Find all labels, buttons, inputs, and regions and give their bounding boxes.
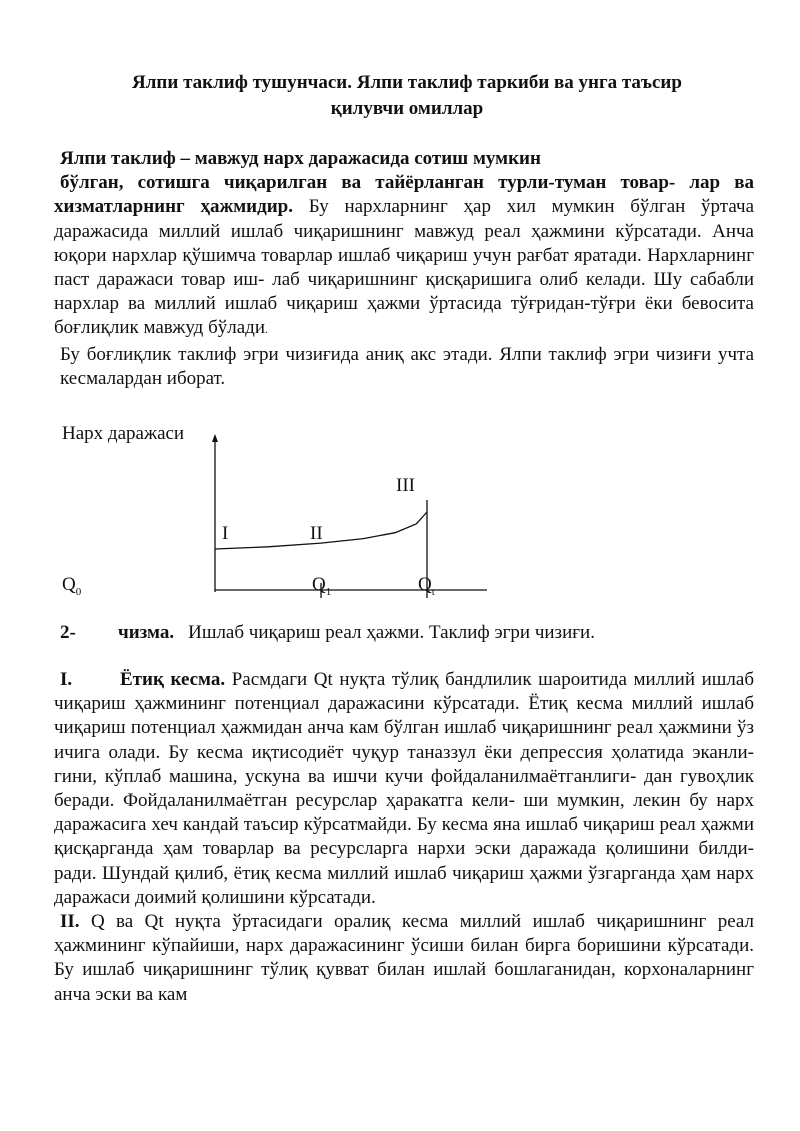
section-i-heading: Ётиқ кесма. [120, 669, 226, 690]
intro-section [54, 147, 754, 391]
y-axis-arrow [212, 434, 218, 442]
section-ii-text: Q ва Qt нуқта ўртасидаги оралиқ кесма миллий ишлаб чиқаришнинг реал ҳажмининг кўпайиши, нарх даражасининг ўсиши билан бирга боришини кўрсатади. Бу ишлаб чиқаришнинг тўлиқ қувват билан ишлай бошлаганидан, корхоналарнинг анча эски ва кам [54, 911, 754, 1005]
intro-paragraph-2: Бу боғлиқлик таклиф эгри чизиғида аниқ акс этади. Ялпи таклиф эгри чизиғи учта кесмалардан иборат. [60, 343, 754, 389]
section-i-paragraph [54, 668, 754, 910]
definition-term-cont: бўлган, сотишга чиқарилган ва тайёрланган турли-туман товар- лар ва хизматларнинг ҳажмидир. [54, 172, 754, 218]
page-title [60, 70, 754, 122]
supply-curve-chart [0, 420, 800, 610]
definition-text: Бу нархларнинг ҳар хил мумкин бўлган ўртача даражасида миллий ишлаб чиқаришнинг мавжуд реал ҳажмини кўрсатади. Анча юқори нархлар қўшимча товарлар ишлаб чиқариш учун рағбат яратади. Нархларнинг паст даражаси товар иш- лаб чиқаришнинг қисқаришига олиб келади. Шу сабабли нархлар ва миллий ишлаб чиқариш ҳажми ўртасида тўғридан-тўғри ёки бевосита боғлиқлик мавжуд бўлади [54, 196, 755, 339]
definition-paragraph [54, 147, 754, 343]
qt-label: $Q_t$ [418, 574, 435, 598]
section-i-text: Расмдаги Qt нуқта тўлиқ бандлилик шароитида миллий ишлаб чиқариш ҳажмининг потенциал даражасини кўрсатади. Ётиқ кесма миллий ишлаб чиқариш потенциал ҳажмидан анча кам бўлган ишлаб чиқаришнинг реал ҳажмини ўз ичига олади. Бу кесма иқтисодиёт чуқур таназзул ёки депрессия ҳолатида эканли- гини, кўплаб машина, ускуна ва ишчи кучи фойдаланилмаётганлиги- дан гувоҳлик беради. Фойдаланилмаётган ресурслар ҳаракатга кели- ши мумкин, лекин бу нарх даражасига хеч кандай таъсир кўрсатмайди. Бу кесма яна ишлаб чиқариш реал ҳажми қисқарганда ҳам товарлар ва ресурсларга нархи эски даражада қолишини билди- ради. Шундай қилиб, ётиқ кесма миллий ишлаб чиқариш ҳажми ўзгарганда ҳам нарх даражаси доимий қолишини кўрсатади. [54, 669, 754, 908]
sections-block [54, 668, 754, 1007]
q0-label: $Q_0$ [62, 574, 82, 598]
chart-ylabel: Нарх даражаси [62, 423, 185, 444]
title-line-2: қилувчи омиллар [330, 98, 484, 119]
caption-word: чизма. [118, 622, 175, 643]
segment-ii-label: II [310, 523, 323, 544]
title-line-1: Ялпи таклиф тушунчаси. Ялпи таклиф таркиби ва унга таъсир [132, 72, 682, 93]
caption-text: Ишлаб чиқариш реал ҳажми. Таклиф эгри чизиғи. [188, 622, 595, 643]
segment-iii-label: III [396, 475, 415, 496]
section-ii-number: II. [60, 911, 80, 933]
section-ii-paragraph [54, 910, 754, 1007]
caption-number: 2- [60, 622, 76, 643]
q1-label: $Q_1$ [312, 574, 332, 598]
section-i-number: I. [60, 669, 73, 690]
definition-term: Ялпи таклиф – мавжуд нарх даражасида сотиш мумкин [60, 148, 541, 169]
definition-end: . [265, 324, 268, 337]
segment-i-label: I [222, 523, 229, 544]
figure-caption [60, 622, 595, 644]
